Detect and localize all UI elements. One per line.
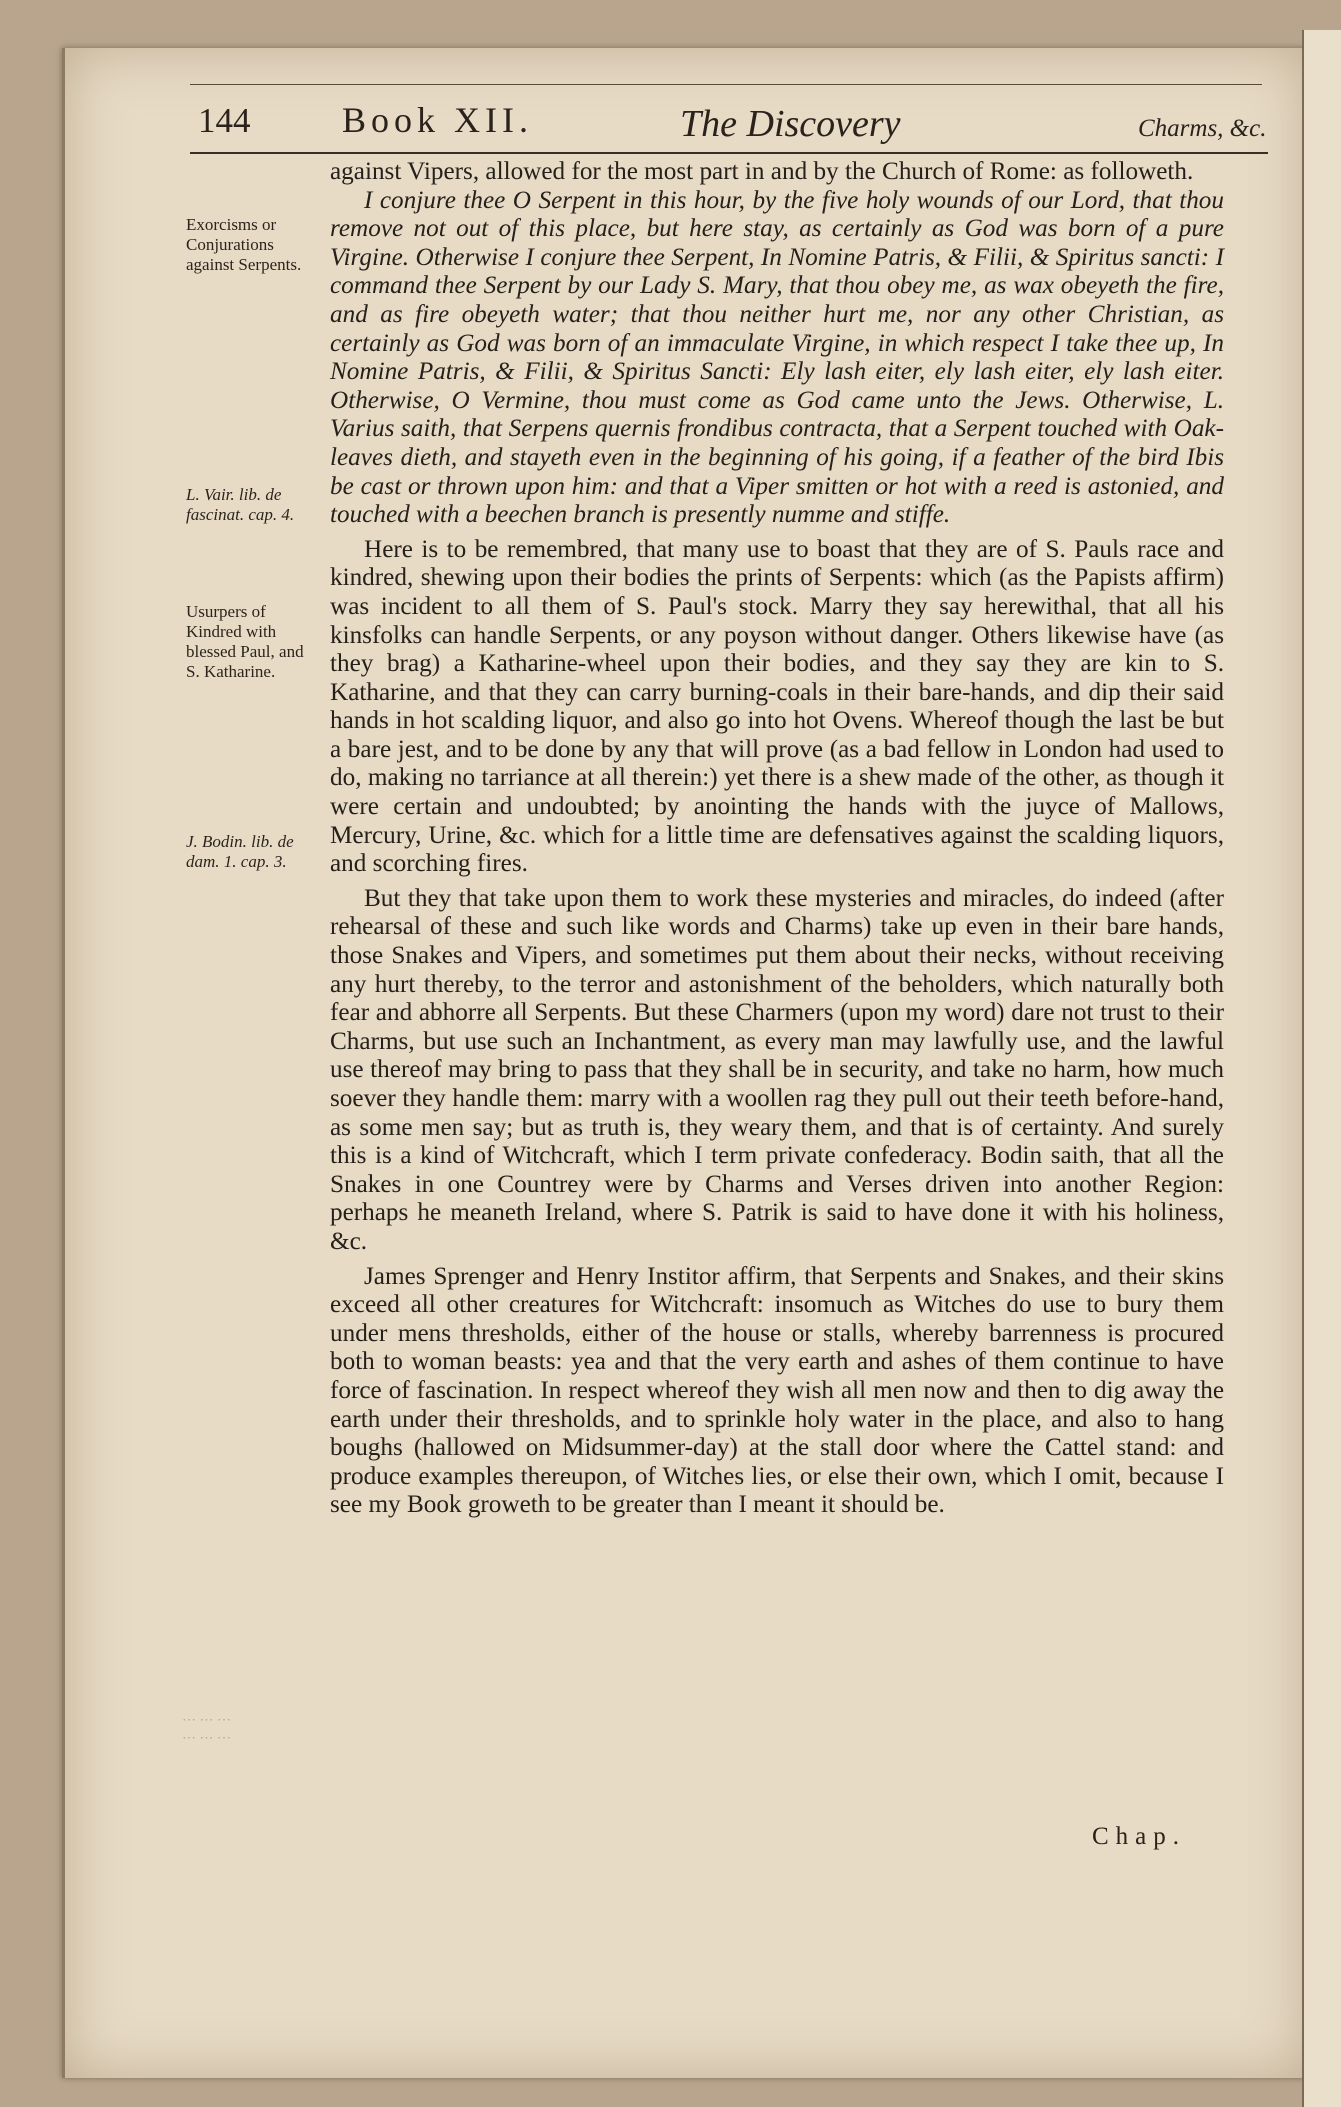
header-rule-top <box>190 84 1262 85</box>
facing-page-edge <box>1302 30 1341 2107</box>
paragraph: Here is to be remembred, that many use to boast that they are of S. Pauls race and kindred, shewing upon their bodies the prints of Serpents: which (as the Papists affirm) was incident to all them of S. Paul's stock. Marry they say herewithal, that all his kinsfolks can handle Serpents, or any poyson without danger. Others likewise have (as they brag) a Katharine-wheel upon their bodies, and they say they are kin to S. Katharine, and that they can carry burning-coals in their bare-hands, and dip their said hands in hot scalding liquor, and also go into hot Ovens. Whereof though the last be but a bare jest, and to be done by any that will prove (as a bad fellow in London had used to do, making no tarriance at all therein:) yet there is a shew made of the other, as though it were certain and undoubted; by anointing the hands with the juyce of Mallows, Mercury, Urine, &c. which for a little time are defensatives against the scalding liquors, and scorching fires. <box>330 535 1224 878</box>
paragraph: I conjure thee O Serpent in this hour, by the five holy wounds of our Lord, that thou remove not out of this place, but here stay, as certainly as God was born of a pure Virgine. Otherwise I conjure thee Serpent, In Nomine Patris, & Filii, & Spiritus sancti: I command thee Serpent by our Lady S. Mary, that thou obey me, as wax obeyeth the fire, and as fire obeyeth water; that thou neither hurt me, nor any other Christian, as certainly as God was born of an immaculate Virgine, in which respect I take thee up, In Nomine Patris, & Filii, & Spiritus Sancti: Ely lash eiter, ely lash eiter, ely lash eiter. Otherwise, O Vermine, thou must come as God came unto the Jews. Otherwise, L. Varius saith, that Serpens quernis frondibus contracta, that a Serpent touched with Oak-leaves dieth, and stayeth even in the beginning of his going, if a feather of the bird Ibis be cast or thrown upon him: and that a Viper smitten or hot with a reed is astonied, and touched with a beechen branch is presently numme and stiffe. <box>330 186 1224 529</box>
catchword: Chap. <box>1092 1823 1187 1850</box>
show-through-marks: ⋯ ⋯ ⋯ ⋯ ⋯ ⋯ <box>182 1713 231 1746</box>
paragraph: But they that take upon them to work these mysteries and miracles, do indeed (after rehearsal of these and such like words and Charms) take up even in their bare hands, those Snakes and Vipers, and sometimes put them about their necks, without receiving any hurt thereby, to the terror and astonishment of the beholders, which naturally both fear and abhorre all Serpents. But these Charmers (upon my word) dare not trust to their Charms, but use such an Inchantment, as every man may lawfully use, and the lawful use thereof may bring to pass that they shall be in security, and take no harm, how much soever they handle them: marry with a woollen rag they pull out their teeth before-hand, as some men say; but as truth is, they weary them, and that is of certainty. And surely this is a kind of Witchcraft, which I term private confederacy. Bodin saith, that all the Snakes in one Countrey were by Charms and Verses driven into another Region: perhaps he meaneth Ireland, where S. Patrik is said to have done it with his holiness, &c. <box>330 884 1224 1255</box>
paragraph: James Sprenger and Henry Institor affirm, that Serpents and Snakes, and their skins exceed all other creatures for Witchcraft: insomuch as Witches do use to bury them under mens thresholds, either of the house or stalls, whereby barrenness is procured both to woman beasts: yea and that the very earth and ashes of them continue to have force of fascination. In respect whereof they wish all men now and then to dig away the earth under their thresholds, and to sprinkle holy water in the place, and also to hang boughs (hallowed on Midsummer-day) at the stall door where the Cattel stand: and produce examples thereupon, of Witches lies, or else their own, which I omit, because I see my Book groweth to be greater than I meant it should be. <box>330 1262 1224 1519</box>
page-number: 144 <box>198 101 251 140</box>
running-head: Charms, &c. <box>1138 115 1267 142</box>
body-text <box>330 158 1224 1520</box>
margin-note: L. Vair. lib. de fascinat. cap. 4. <box>186 485 295 524</box>
margin-note: Exorcisms or Conjurations against Serpents. <box>186 215 302 274</box>
margin-note: J. Bodin. lib. de dam. 1. cap. 3. <box>186 832 294 871</box>
paragraph: against Vipers, allowed for the most part in and by the Church of Rome: as followeth. <box>330 158 1194 185</box>
page-title: The Discovery <box>680 103 901 145</box>
book-label: Book XII. <box>342 100 533 140</box>
margin-note: Usurpers of Kindred with blessed Paul, and S. Katharine. <box>186 602 304 681</box>
header-rule-bottom <box>190 152 1268 154</box>
